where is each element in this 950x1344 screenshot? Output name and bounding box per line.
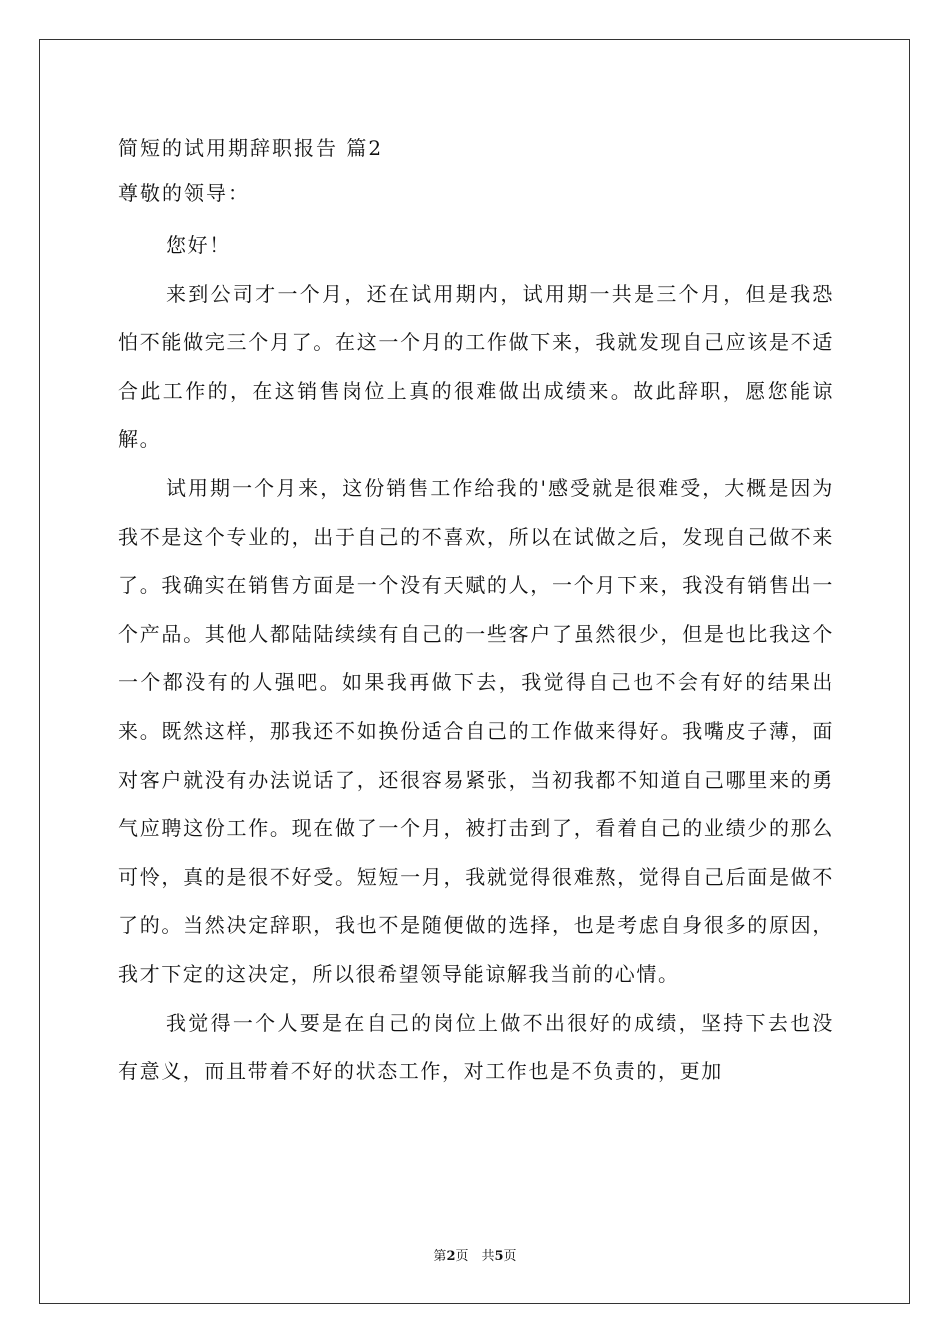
salutation: 尊敬的领导：: [118, 181, 250, 205]
paragraph-greeting: 您好！: [166, 233, 231, 257]
paragraph-2: 试用期一个月来，这份销售工作给我的'感受就是很难受，大概是因为我不是这个专业的，出于自己的不喜欢，所以在试做之后，发现自己做不来了。我确实在销售方面是一个没有天赋的人，一个月下来，我没有销售出一个产品。其他人都陆陆续续有自己的一些客户了虽然很少，但是也比我这个一个都没有的人强吧。如果我再做下去，我觉得自己也不会有好的结果出来。既然这样，那我还不如换份适合自己的工作做来得好。我嘴皮子薄，面对客户就没有办法说话了，还很容易紧张，当初我都不知道自己哪里来的勇气应聘这份工作。现在做了一个月，被打击到了，看着自己的业绩少的那么可怜，真的是很不好受。短短一月，我就觉得很难熬，觉得自己后面是做不了的。当然决定辞职，我也不是随便做的选择，也是考虑自身很多的原因，我才下定的这决定，所以很希望领导能谅解我当前的心情。: [118, 475, 834, 986]
footer-prefix: 第: [433, 1249, 447, 1264]
paragraph-1: 来到公司才一个月，还在试用期内，试用期一共是三个月，但是我恐怕不能做完三个月了。在这一个月的工作做下来，我就发现自己应该是不适合此工作的，在这销售岗位上真的很难做出成绩来。故此辞职，愿您能谅解。: [118, 281, 834, 452]
page-number-footer: [0, 1248, 950, 1266]
footer-mid: 页 共: [455, 1249, 495, 1264]
document-body: [118, 128, 834, 1096]
footer-current-page: 2: [446, 1249, 456, 1264]
footer-suffix: 页: [503, 1249, 517, 1264]
paragraph-3: 我觉得一个人要是在自己的岗位上做不出很好的成绩，坚持下去也没有意义，而且带着不好的状态工作，对工作也是不负责的，更加: [118, 1010, 834, 1084]
footer-total-pages: 5: [494, 1249, 504, 1264]
document-title: 简短的试用期辞职报告 篇2: [118, 136, 384, 160]
